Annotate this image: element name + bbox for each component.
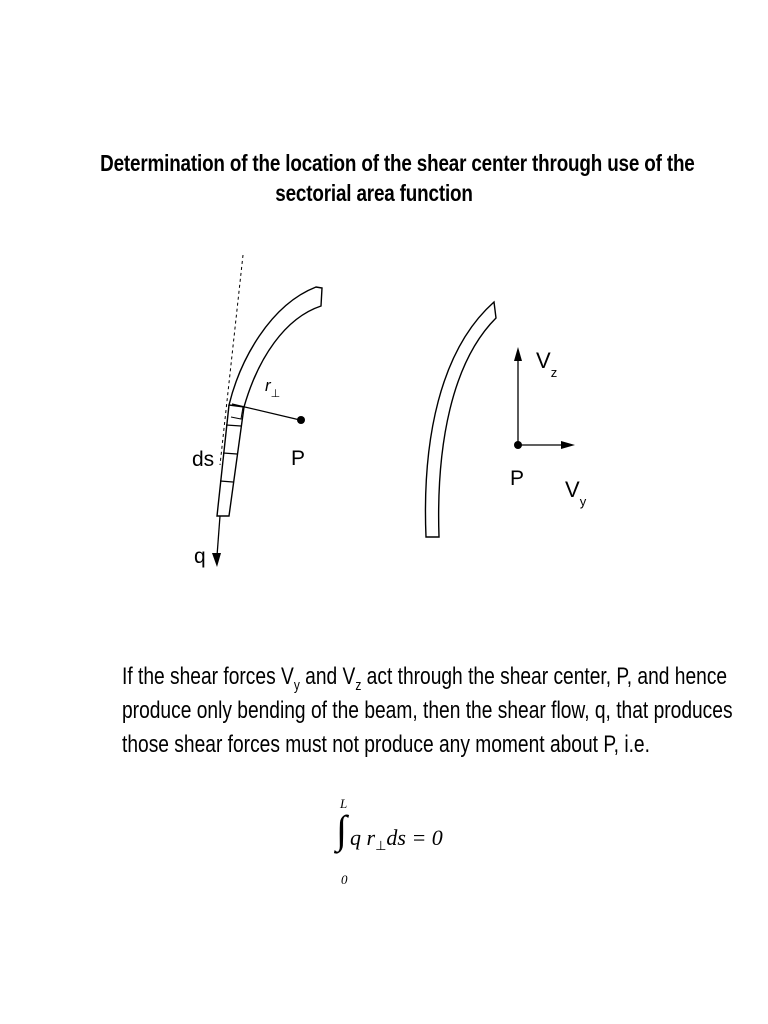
r-perp-label: $r_\perp$ <box>265 376 281 400</box>
title-line-2: sectorial area function <box>275 180 473 206</box>
moment-equation <box>330 796 450 896</box>
right-curved-section <box>425 302 496 537</box>
lower-limit: 0 <box>341 872 348 887</box>
right-figure <box>425 302 586 537</box>
vy-arrow-head <box>561 441 575 449</box>
segment-tick <box>223 453 237 454</box>
paragraph-line-3: those shear forces must not produce any moment about P, i.e. <box>122 731 650 758</box>
right-angle-marker <box>231 407 243 419</box>
point-p-left <box>297 416 305 424</box>
title-line-1: Determination of the location of the shear center through use of the <box>100 150 695 176</box>
integrand: q $r_\perp ds = 0$ <box>350 825 443 853</box>
paragraph-line-1: If the shear forces $V_y$ and $V_z$ act through the shear center, P, and hence <box>122 663 728 694</box>
p-label-right: P <box>510 467 525 490</box>
left-figure <box>192 255 322 568</box>
q-arrow-shaft <box>217 516 220 556</box>
ds-element-strip <box>217 405 244 516</box>
segment-tick <box>220 481 233 482</box>
p-label-left: P <box>291 447 306 470</box>
explanation-paragraph <box>122 660 733 762</box>
q-arrow-head <box>212 553 221 567</box>
tangent-dashed-line <box>220 255 243 465</box>
integral-sign: ∫ <box>336 807 347 852</box>
q-label: q <box>194 545 206 568</box>
vz-arrow-head <box>514 347 522 361</box>
vz-label: $V_z$ <box>536 348 558 380</box>
paragraph-line-2: produce only bending of the beam, then the shear flow, q, that produces <box>122 697 733 724</box>
upper-limit: L <box>340 796 348 811</box>
ds-label: ds <box>192 448 215 471</box>
segment-tick <box>226 425 241 426</box>
vy-label: $V_y$ <box>565 477 587 509</box>
